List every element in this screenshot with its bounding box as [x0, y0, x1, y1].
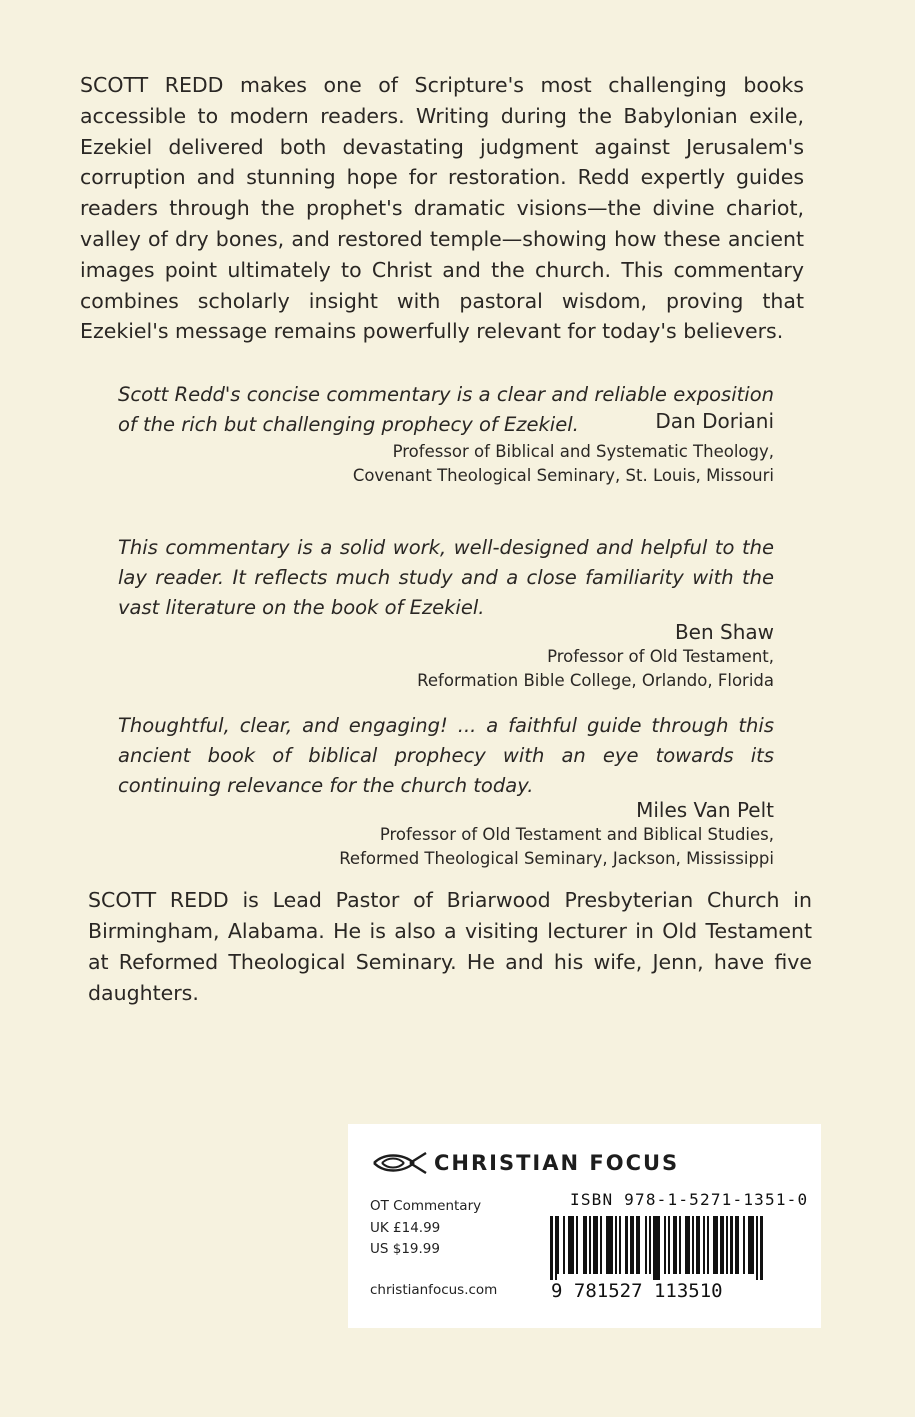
barcode-bar — [595, 1216, 598, 1274]
endorsement-quote: Thoughtful, clear, and engaging! ... a faithful guide through this ancient book of biblical prophecy with an eye towards its continuing relevance for the church today. — [118, 714, 774, 797]
barcode-bar — [645, 1216, 647, 1274]
book-description: SCOTT REDD makes one of Scripture's most challenging books accessible to modern readers. Writing during the Babylonian exile, Ezekiel delivered both devastating judgment against Jerusalem's corruption and stunning hope for restoration. Redd expertly guides readers through the prophet's dramatic visions—the divine chariot, valley of dry bones, and restored temple—showing how these ancient images point ultimately to Christ and the church. This commentary combines scholarly insight with pastoral wisdom, proving that Ezekiel's message remains powerfully relevant for today's believers. — [80, 73, 804, 344]
barcode-bar — [615, 1216, 617, 1274]
endorser-name: Dan Doriani — [655, 409, 774, 433]
endorser-affiliation-line1: Professor of Old Testament and Biblical Studies, — [379, 825, 774, 844]
barcode-bar — [760, 1216, 763, 1280]
barcode-bar — [655, 1216, 658, 1280]
barcode-bar — [593, 1216, 595, 1274]
barcode-bar — [722, 1216, 724, 1274]
barcode-bar — [589, 1216, 591, 1274]
barcode-bar — [707, 1216, 709, 1274]
barcode-bar — [750, 1216, 752, 1274]
publisher-name: CHRISTIAN FOCUS — [434, 1151, 680, 1175]
endorser-affiliation-line1: Professor of Old Testament, — [547, 647, 774, 666]
barcode-bar — [703, 1216, 705, 1274]
publisher-website: christianfocus.com — [370, 1282, 498, 1298]
barcode-bar — [688, 1216, 690, 1274]
barcode-bar — [636, 1216, 638, 1274]
barcode-bar — [576, 1216, 578, 1274]
barcode-bar — [563, 1216, 565, 1274]
endorser-name: Miles Van Pelt — [636, 798, 774, 822]
barcode-bar — [668, 1216, 670, 1274]
barcode-bar — [735, 1216, 737, 1274]
ichthys-fish-logo-icon — [372, 1152, 428, 1174]
barcode-bar — [619, 1216, 621, 1274]
barcode — [550, 1216, 782, 1280]
barcode-bar — [713, 1216, 715, 1274]
endorser-affiliation-line2: Reformed Theological Seminary, Jackson, Mississippi — [339, 849, 774, 868]
endorsement-quote: Scott Redd's concise commentary is a clear and reliable exposition of the rich but challenging prophecy of Ezekiel. — [118, 383, 774, 436]
barcode-bar — [685, 1216, 688, 1274]
barcode-digits: 9 781527 113510 — [551, 1280, 723, 1302]
barcode-bar — [610, 1216, 613, 1274]
barcode-bar — [649, 1216, 651, 1274]
barcode-bar — [630, 1216, 632, 1274]
barcode-bar — [568, 1216, 570, 1274]
barcode-bar — [572, 1216, 574, 1274]
publisher-panel — [348, 1124, 821, 1328]
barcode-bar — [550, 1216, 553, 1280]
isbn-label: ISBN 978-1-5271-1351-0 — [570, 1190, 809, 1209]
barcode-bar — [583, 1216, 585, 1274]
endorsement-van-pelt — [118, 711, 774, 871]
barcode-bar — [679, 1216, 681, 1274]
barcode-bar — [625, 1216, 628, 1274]
barcode-bar — [696, 1216, 698, 1274]
endorsement-doriani — [118, 380, 774, 488]
barcode-bar — [557, 1216, 559, 1274]
endorsement-shaw — [118, 533, 774, 693]
price-uk: UK £14.99 — [370, 1219, 441, 1236]
barcode-bar — [715, 1216, 718, 1274]
barcode-bar — [673, 1216, 675, 1274]
barcode-bar — [730, 1216, 733, 1274]
endorser-name: Ben Shaw — [674, 620, 774, 644]
publisher-logo — [372, 1148, 679, 1178]
barcode-bar — [726, 1216, 728, 1274]
barcode-bar — [555, 1216, 557, 1280]
barcode-bar — [743, 1216, 745, 1274]
barcode-bar — [632, 1216, 634, 1274]
barcode-bar — [737, 1216, 739, 1274]
barcode-bar — [664, 1216, 666, 1274]
endorser-affiliation-line1: Professor of Biblical and Systematic Theology, — [392, 442, 774, 461]
endorser-affiliation-line2: Covenant Theological Seminary, St. Louis, Missouri — [352, 466, 774, 485]
barcode-bar — [756, 1216, 758, 1280]
barcode-bar — [748, 1216, 750, 1274]
barcode-bar — [720, 1216, 722, 1274]
barcode-bar — [570, 1216, 572, 1274]
barcode-bar — [752, 1216, 754, 1274]
endorsement-quote: This commentary is a solid work, well-designed and helpful to the lay reader. It reflects much study and a close familiarity with the vast literature on the book of Ezekiel. — [118, 536, 774, 619]
price-block — [370, 1196, 481, 1261]
endorser-affiliation-line2: Reformation Bible College, Orlando, Florida — [417, 671, 774, 690]
category-label: OT Commentary — [370, 1198, 482, 1214]
barcode-bar — [692, 1216, 694, 1274]
barcode-bar — [658, 1216, 660, 1280]
barcode-bar — [675, 1216, 677, 1274]
price-us: US $19.99 — [370, 1241, 440, 1257]
barcode-bar — [608, 1216, 610, 1274]
barcode-bar — [600, 1216, 602, 1274]
barcode-bar — [653, 1216, 655, 1280]
barcode-bar — [606, 1216, 608, 1274]
barcode-bar — [698, 1216, 700, 1274]
barcode-bar — [638, 1216, 640, 1274]
barcode-bar — [585, 1216, 587, 1274]
author-bio: SCOTT REDD is Lead Pastor of Briarwood Presbyterian Church in Birmingham, Alabama. He is also a visiting lecturer in Old Testament at Reformed Theological Seminary. He and his wife, Jenn, have five daughters. — [88, 888, 812, 1005]
